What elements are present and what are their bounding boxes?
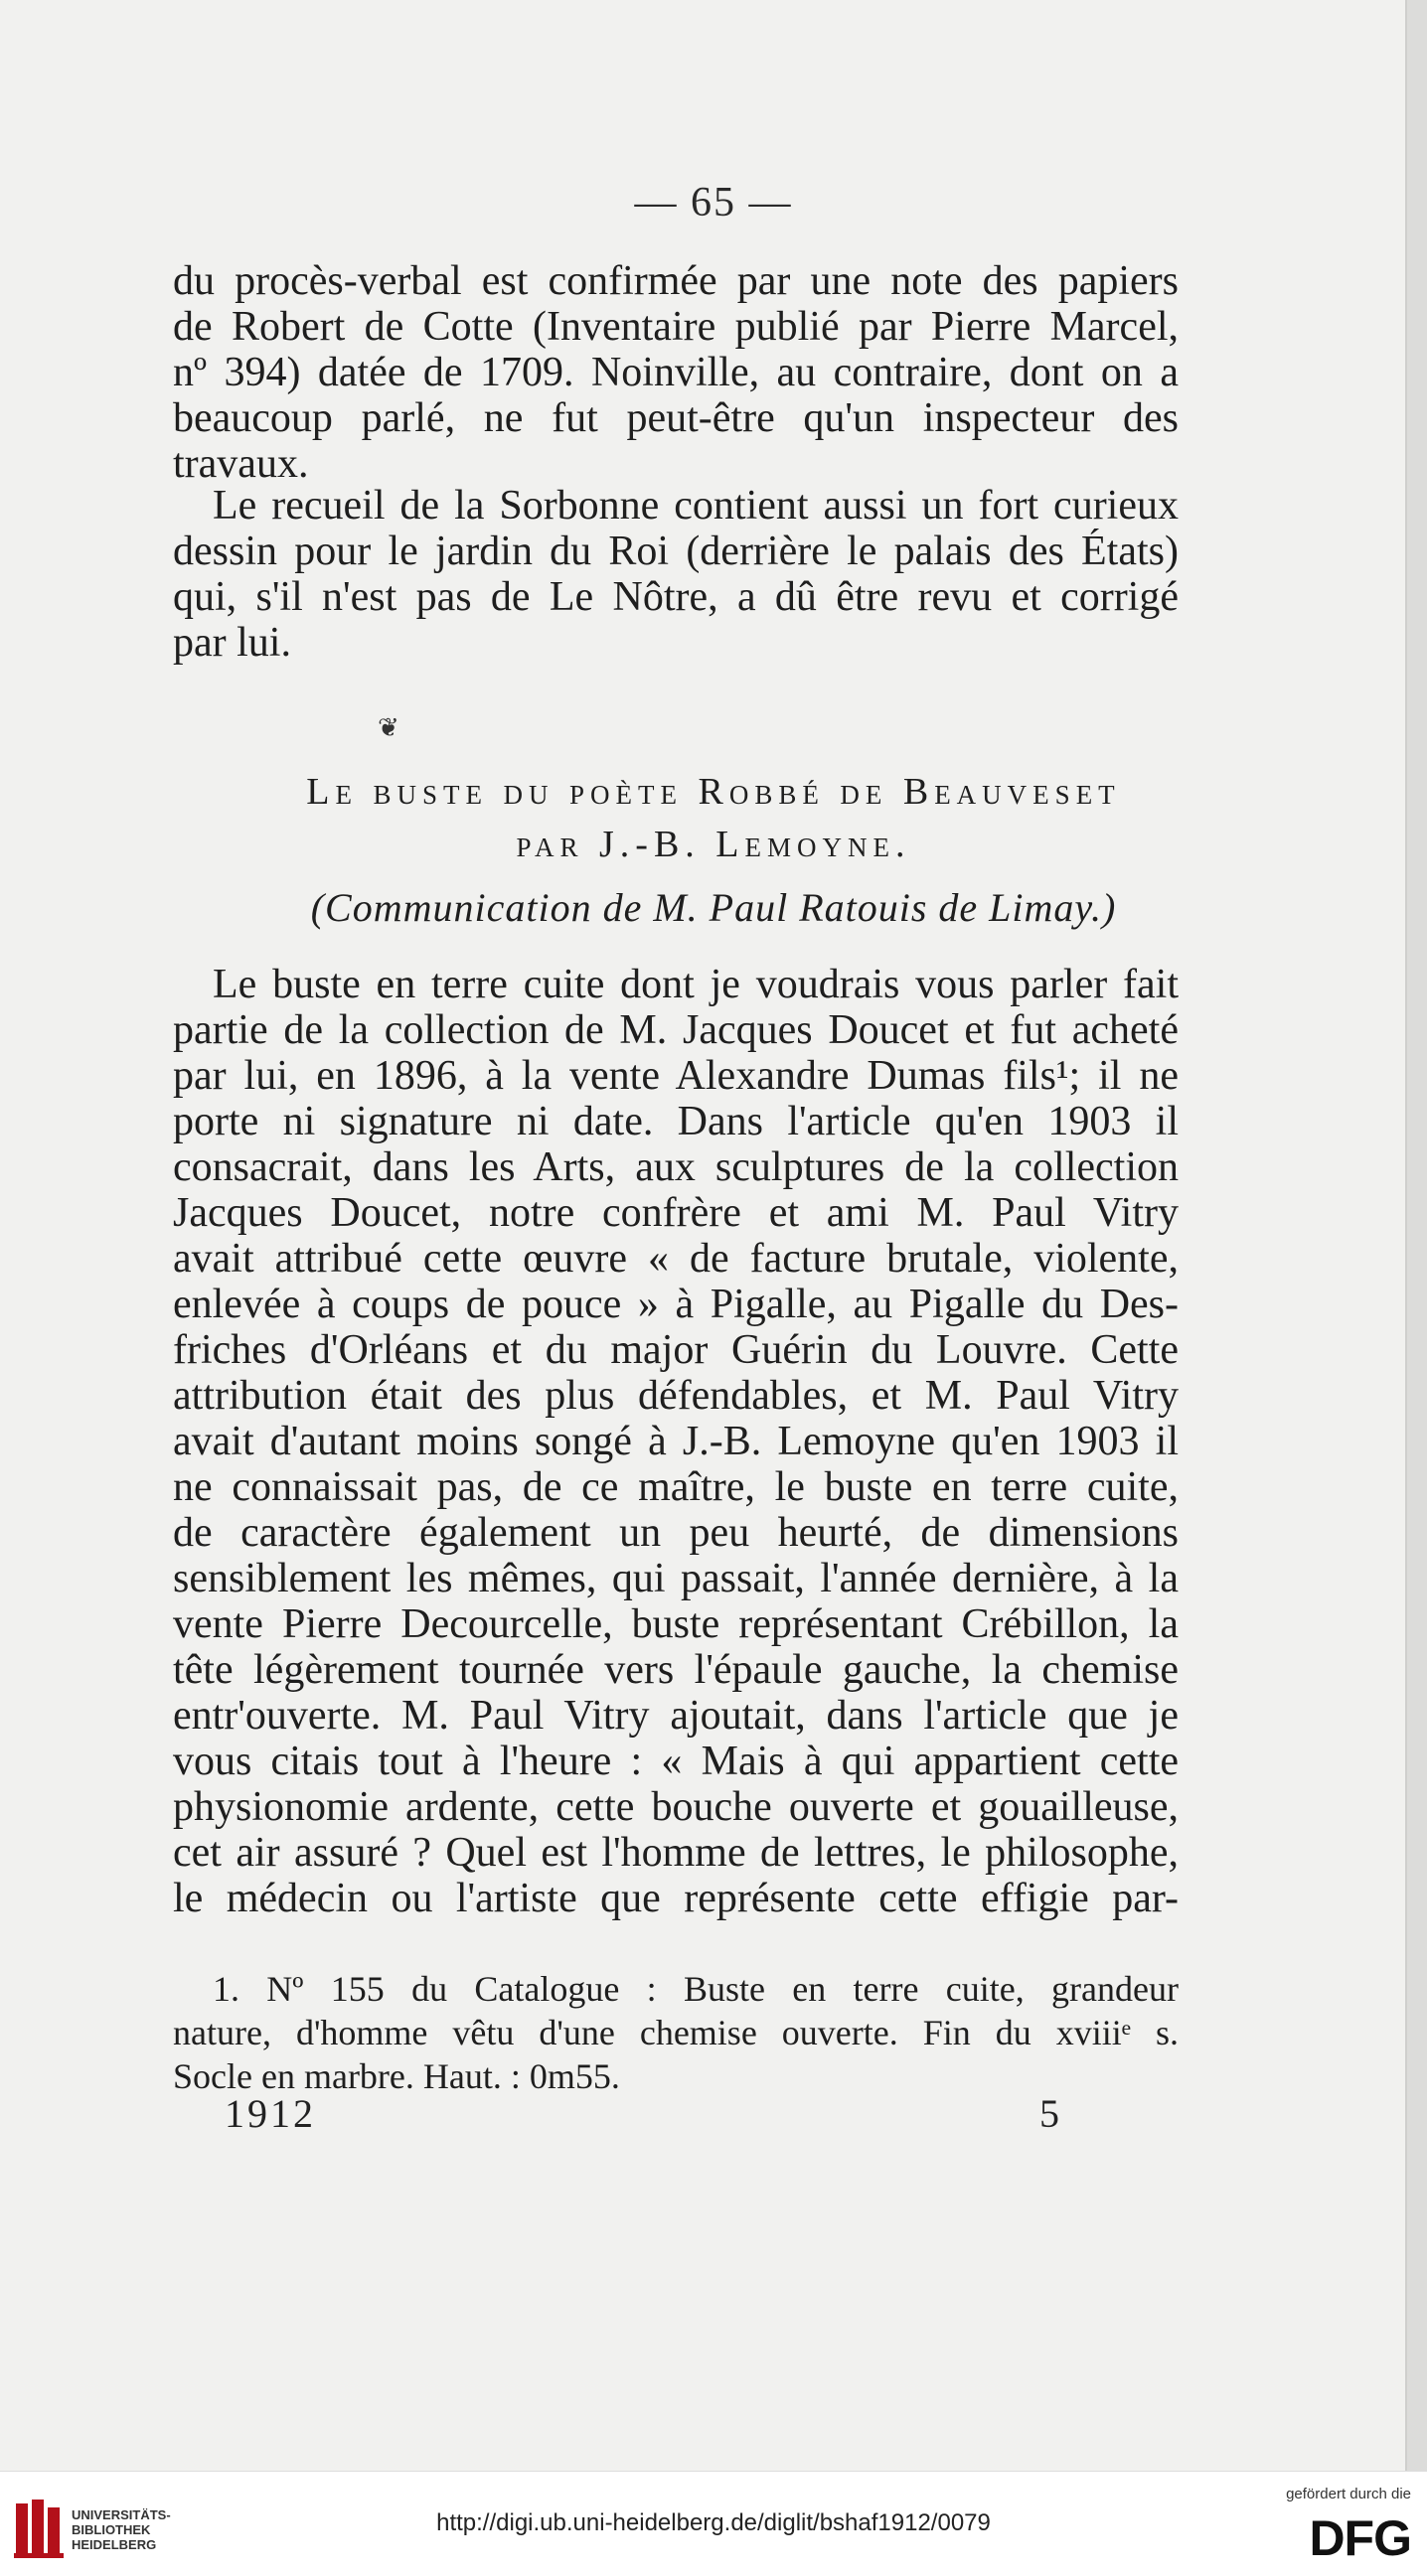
text-line: Jacques Doucet, notre confrère et ami M. Paul Vitry <box>173 1190 1179 1236</box>
text-line: tête légèrement tournée vers l'épaule gauche, la chemise <box>173 1647 1179 1693</box>
page-number: — 65 — <box>634 180 793 226</box>
text-line: avait d'autant moins songé à J.-B. Lemoyne qu'en 1903 il <box>173 1419 1179 1464</box>
text-line: consacrait, dans les Arts, aux sculptures de la collection <box>173 1144 1179 1190</box>
text-line: travaux. <box>173 441 309 487</box>
text-line: attribution était des plus défendables, et M. Paul Vitry <box>173 1373 1179 1419</box>
text-line: partie de la collection de M. Jacques Doucet et fut acheté <box>173 1007 1179 1053</box>
text-line: par lui, en 1896, à la vente Alexandre Dumas fils¹; il ne <box>173 1053 1179 1099</box>
text-line: porte ni signature ni date. Dans l'article qu'en 1903 il <box>173 1099 1179 1144</box>
viewer-footer <box>0 2471 1427 2576</box>
text-line: vous citais tout à l'heure : « Mais à qui appartient cette <box>173 1739 1179 1784</box>
communication-credit: (Communication de M. Paul Ratouis de Limay.) <box>310 885 1117 930</box>
signature-mark: 5 <box>1039 2091 1059 2136</box>
funding-caption: gefördert durch die <box>1286 2486 1411 2502</box>
text-line: vente Pierre Decourcelle, buste représentant Crébillon, la <box>173 1601 1179 1647</box>
signature-year: 1912 <box>225 2091 316 2136</box>
permalink-url[interactable]: http://digi.ub.uni-heidelberg.de/diglit/bshaf1912/0079 <box>436 2509 991 2536</box>
text-line: par lui. <box>173 620 291 666</box>
text-line: du procès-verbal est confirmée par une note des papiers <box>173 258 1179 304</box>
text-line: sensiblement les mêmes, qui passait, l'année dernière, à la <box>173 1556 1179 1601</box>
text-line: enlevée à coups de pouce » à Pigalle, au Pigalle du Des- <box>173 1282 1179 1327</box>
footnote-line: nature, d'homme vêtu d'une chemise ouverte. Fin du xviiiᵉ s. <box>173 2013 1179 2052</box>
text-line: nº 394) datée de 1709. Noinville, au contraire, dont on a <box>173 350 1179 395</box>
text-line: physionomie ardente, cette bouche ouverte et gouailleuse, <box>173 1784 1179 1830</box>
text-line: de caractère également un peu heurté, de dimensions <box>173 1510 1179 1556</box>
text-line: dessin pour le jardin du Roi (derrière le palais des États) <box>173 529 1179 574</box>
text-line: de Robert de Cotte (Inventaire publié par Pierre Marcel, <box>173 304 1179 350</box>
text-line: ne connaissait pas, de ce maître, le buste en terre cuite, <box>173 1464 1179 1510</box>
paragraph-sorbonne <box>173 483 1179 666</box>
text-line: cet air assuré ? Quel est l'homme de lettres, le philosophe, <box>173 1830 1179 1876</box>
section-subtitle: par J.-B. Lemoyne. <box>516 824 911 865</box>
footnote-line: Socle en marbre. Haut. : 0m55. <box>173 2056 620 2096</box>
text-line: qui, s'il n'est pas de Le Nôtre, a dû être revu et corrigé <box>173 574 1179 620</box>
text-line: Le recueil de la Sorbonne contient aussi un fort curieux <box>213 483 1179 529</box>
text-line: le médecin ou l'artiste que représente cette effigie par- <box>173 1876 1179 1921</box>
text-line: avait attribué cette œuvre « de facture brutale, violente, <box>173 1236 1179 1282</box>
library-name-line: UNIVERSITÄTS- <box>72 2507 171 2522</box>
footnote-line: 1. Nº 155 du Catalogue : Buste en terre cuite, grandeur <box>213 1969 1179 2009</box>
text-line: friches d'Orléans et du major Guérin du Louvre. Cette <box>173 1327 1179 1373</box>
footnote <box>173 1967 1179 2098</box>
page-edge-shadow <box>1405 0 1427 2471</box>
text-line: beaucoup parlé, ne fut peut-être qu'un inspecteur des <box>173 395 1179 441</box>
library-name-line: HEIDELBERG <box>72 2537 157 2552</box>
text-line: Le buste en terre cuite dont je voudrais vous parler fait <box>213 962 1179 1007</box>
section-title: Le buste du poète Robbé de Beauveset <box>306 771 1121 813</box>
ornament-mark: ❦ <box>378 713 399 742</box>
text-line: entr'ouverte. M. Paul Vitry ajoutait, dans l'article que je <box>173 1693 1179 1739</box>
library-name-line: BIBLIOTHEK <box>72 2522 151 2537</box>
paragraph-continuation <box>173 258 1179 487</box>
dfg-logo[interactable]: DFG <box>1309 2510 1411 2566</box>
paragraph-body <box>173 962 1179 1921</box>
